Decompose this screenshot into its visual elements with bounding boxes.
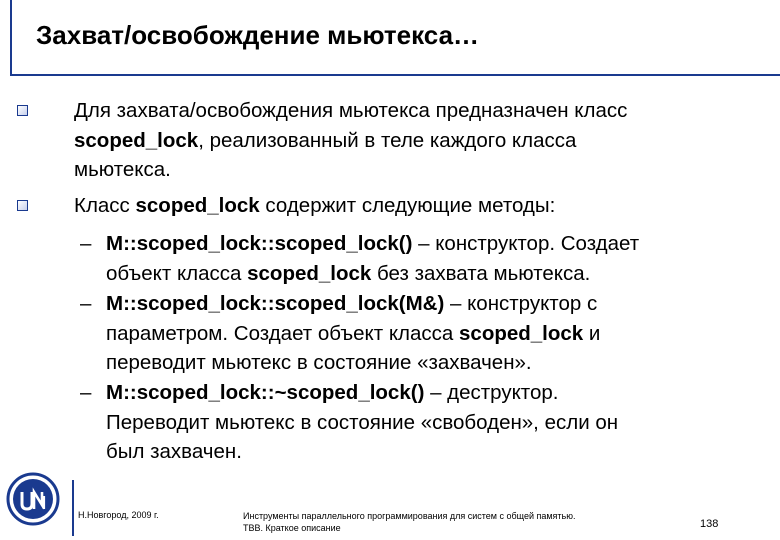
dash-marker: –	[80, 381, 92, 404]
page-number: 138	[700, 518, 719, 530]
text-line	[106, 348, 766, 378]
bold-code-text: scoped_lock	[459, 321, 584, 345]
text-run: содержит следующие методы:	[259, 194, 556, 217]
text-line	[74, 126, 764, 156]
slide-title: Захват/освобождение мьютекса…	[36, 20, 480, 50]
footer-course-line2: TBB. Краткое описание	[243, 523, 341, 533]
text-run: без захвата мьютекса.	[371, 261, 591, 285]
footer-course-line1: Инструменты параллельного программирования для систем с общей памятью.	[243, 511, 576, 521]
square-bullet-icon	[17, 200, 28, 211]
footer-course-title	[243, 510, 576, 534]
bold-code-text: M::scoped_lock::scoped_lock(M&)	[106, 292, 445, 315]
text-run: был захвачен.	[106, 440, 242, 463]
bullet-text	[74, 96, 764, 185]
square-bullet-icon	[17, 105, 28, 116]
text-line	[106, 378, 766, 408]
bold-code-text: scoped_lock	[135, 194, 260, 217]
text-run: Переводит мьютекс в состояние «свободен», если он	[106, 410, 619, 434]
sub-item-text	[106, 378, 766, 467]
text-run: и	[583, 321, 601, 345]
title-divider-vertical	[10, 0, 12, 76]
footer-divider	[72, 480, 74, 536]
text-line	[106, 259, 766, 289]
text-run: – конструктор с	[444, 292, 598, 315]
text-run: – деструктор.	[424, 381, 559, 404]
text-line	[106, 289, 766, 319]
text-run: – конструктор. Создает	[412, 232, 640, 255]
text-line	[74, 191, 764, 221]
bold-code-text: scoped_lock	[247, 261, 372, 285]
text-line	[74, 96, 764, 126]
text-run: переводит мьютекс в состояние «захвачен».	[106, 351, 532, 374]
text-run: мьютекса.	[74, 158, 171, 181]
bold-code-text: scoped_lock	[74, 128, 199, 152]
text-run: , реализованный в теле каждого класса	[198, 128, 577, 152]
text-line	[74, 155, 764, 185]
unn-university-logo-icon	[6, 472, 60, 526]
text-line	[106, 319, 766, 349]
bold-code-text: M::scoped_lock::~scoped_lock()	[106, 381, 425, 404]
text-run: Класс	[74, 194, 136, 217]
text-run: объект класса	[106, 261, 248, 285]
footer-location-date: Н.Новгород, 2009 г.	[78, 510, 159, 520]
sub-item-text	[106, 289, 766, 378]
text-line	[106, 437, 766, 467]
title-divider-horizontal	[10, 74, 780, 76]
text-run: Для захвата/освобождения мьютекса предназначен класс	[74, 99, 628, 122]
bold-code-text: M::scoped_lock::scoped_lock()	[106, 232, 413, 255]
text-line	[106, 408, 766, 438]
dash-marker: –	[80, 292, 92, 315]
bullet-text	[74, 191, 764, 221]
sub-item-text	[106, 229, 766, 288]
dash-marker: –	[80, 232, 92, 255]
text-line	[106, 229, 766, 259]
text-run: параметром. Создает объект класса	[106, 321, 460, 345]
